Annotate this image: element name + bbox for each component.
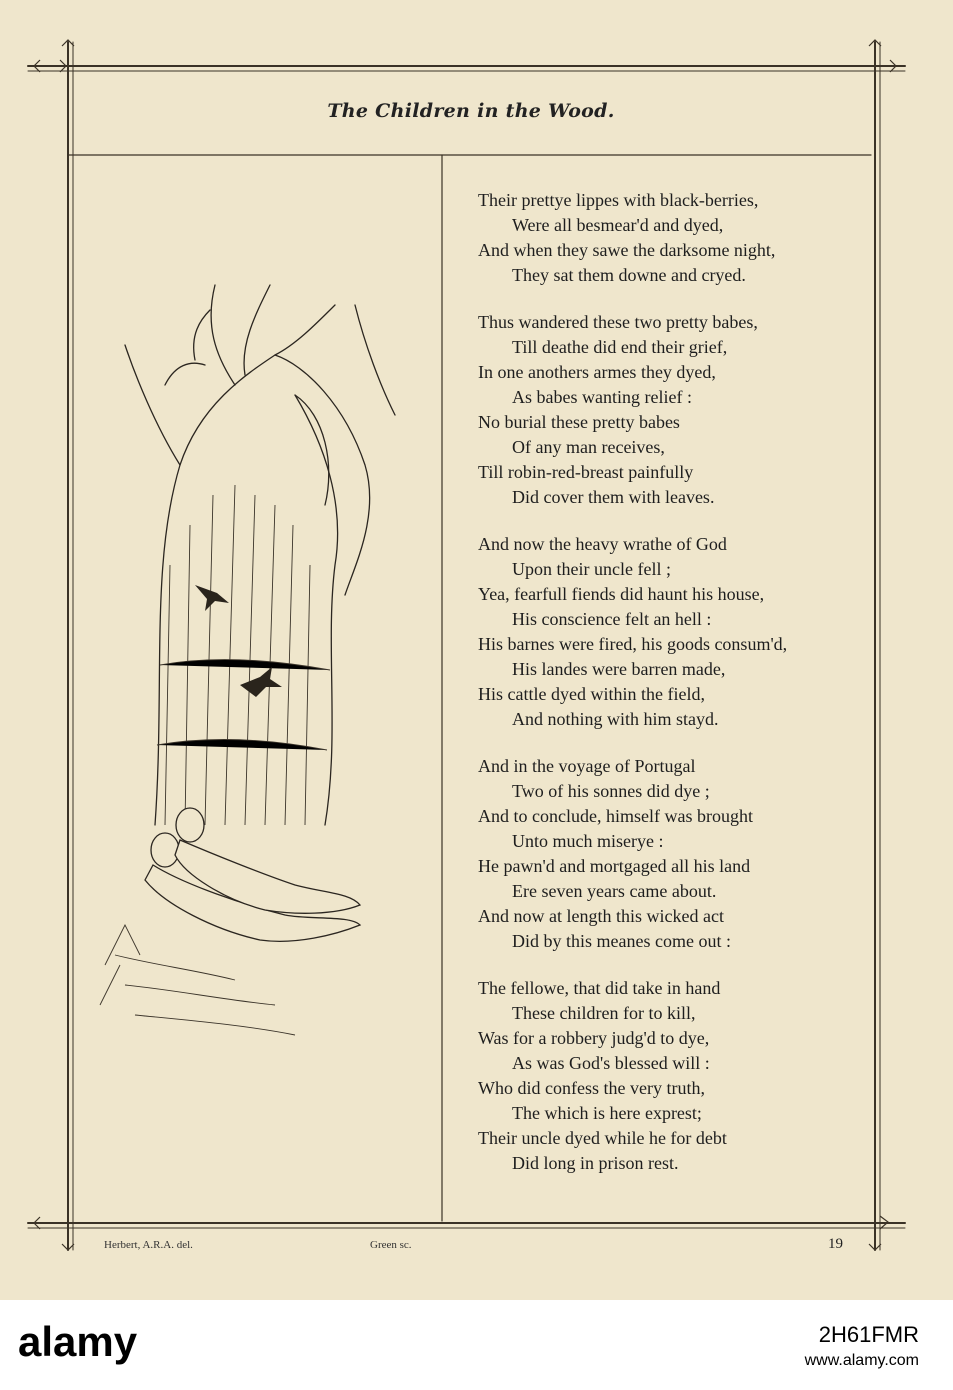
page-title: The Children in the Wood. [327, 100, 615, 122]
poem-line: And now the heavy wrathe of God [478, 534, 727, 554]
poem-line: Of any man receives, [512, 437, 665, 457]
poem-line: And nothing with him stayd. [512, 709, 719, 729]
site-url: www.alamy.com [804, 1352, 919, 1369]
poem-line: Yea, fearfull fiends did haunt his house, [478, 584, 765, 604]
poem-line: And to conclude, himself was brought [478, 806, 753, 826]
stanza [478, 754, 878, 954]
poem-line: He pawn'd and mortgaged all his land [478, 856, 751, 876]
poem-line: And now at length this wicked act [478, 906, 724, 926]
poem-line: Their uncle dyed while he for debt [478, 1128, 727, 1148]
poem-line: And in the voyage of Portugal [478, 756, 696, 776]
stanza [478, 188, 878, 288]
stanza [478, 532, 878, 732]
poem-line: His cattle dyed within the field, [478, 684, 705, 704]
poem-line: Their prettye lippes with black-berries, [478, 190, 759, 210]
poem-line: His barnes were fired, his goods consum'd, [478, 634, 788, 654]
alamy-logo: alamy [18, 1318, 138, 1365]
poem-line: Did by this meanes come out : [512, 931, 731, 951]
poem-text [478, 188, 878, 1198]
poem-line: His conscience felt an hell : [512, 609, 712, 629]
tree-illustration [95, 265, 425, 1115]
poem-line: These children for to kill, [512, 1003, 696, 1023]
robin-bird-icon [195, 585, 229, 611]
poem-line: Two of his sonnes did dye ; [512, 781, 710, 801]
poem-line: They sat them downe and cryed. [512, 265, 746, 285]
poem-line: Upon their uncle fell ; [512, 559, 671, 579]
watermark-bar [0, 1300, 953, 1390]
poem-line: Were all besmear'd and dyed, [512, 215, 724, 235]
poem-line: And when they sawe the darksome night, [478, 240, 776, 260]
poem-line: Unto much miserye : [512, 831, 664, 851]
page-number: 19 [828, 1236, 843, 1252]
poem-line: The fellowe, that did take in hand [478, 978, 721, 998]
poem-line: No burial these pretty babes [478, 412, 680, 432]
artist-credit: Herbert, A.R.A. del. [104, 1239, 193, 1251]
poem-line: His landes were barren made, [512, 659, 726, 679]
poem-line: Thus wandered these two pretty babes, [478, 312, 758, 332]
poem-line: As was God's blessed will : [512, 1053, 710, 1073]
poem-line: Who did confess the very truth, [478, 1078, 705, 1098]
poem-line: Ere seven years came about. [512, 881, 717, 901]
robin-bird-icon [240, 667, 282, 697]
poem-line: As babes wanting relief : [512, 387, 692, 407]
poem-line: Till robin-red-breast painfully [478, 462, 694, 482]
stanza [478, 976, 878, 1176]
poem-line: Was for a robbery judg'd to dye, [478, 1028, 710, 1048]
poem-line: Till deathe did end their grief, [512, 337, 728, 357]
stanza [478, 310, 878, 510]
engraver-credit: Green sc. [370, 1239, 412, 1251]
image-id: 2H61FMR [818, 1322, 919, 1347]
poem-line: Did long in prison rest. [512, 1153, 679, 1173]
poem-line: In one anothers armes they dyed, [478, 362, 716, 382]
poem-line: Did cover them with leaves. [512, 487, 715, 507]
poem-line: The which is here exprest; [512, 1103, 702, 1123]
